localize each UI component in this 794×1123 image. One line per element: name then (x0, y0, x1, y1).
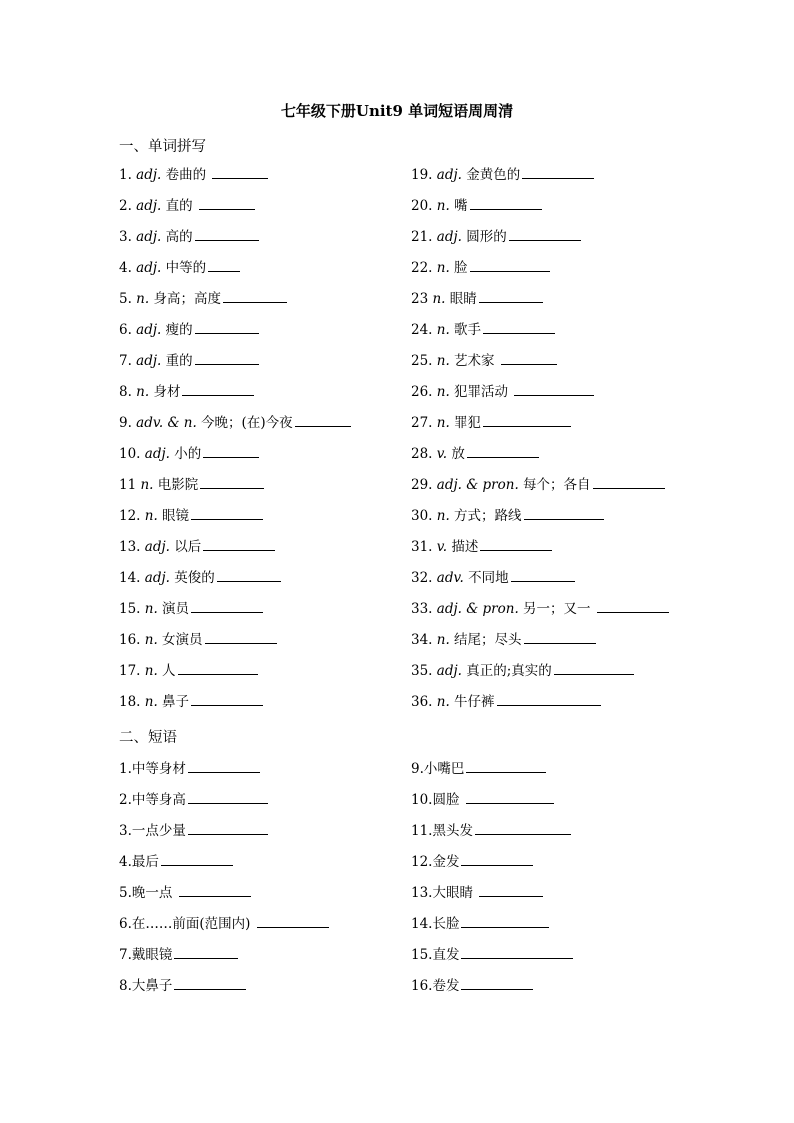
answer-blank[interactable] (195, 320, 259, 334)
part-of-speech: adj. (136, 353, 162, 369)
chinese-meaning: 另一；又一 (518, 601, 595, 617)
vocab-item (119, 413, 411, 444)
answer-blank[interactable] (524, 630, 596, 644)
phrase-item (411, 914, 711, 945)
phrase-item (411, 976, 711, 1007)
chinese-meaning: 演员 (157, 601, 190, 617)
phrase-item (119, 821, 411, 852)
vocab-item (119, 475, 411, 506)
answer-blank[interactable] (200, 475, 264, 489)
item-number: 14. (119, 570, 145, 586)
item-number: 12. (119, 508, 145, 524)
vocab-item (411, 165, 711, 196)
answer-blank[interactable] (205, 630, 277, 644)
answer-blank[interactable] (511, 568, 575, 582)
item-number: 11 (119, 477, 141, 493)
chinese-meaning: 艺术家 (449, 353, 499, 369)
part-of-speech: adv. (436, 570, 464, 586)
answer-blank[interactable] (501, 351, 557, 365)
answer-blank[interactable] (461, 914, 549, 928)
part-of-speech: adj. (144, 539, 170, 555)
answer-blank[interactable] (195, 227, 259, 241)
page-title: 七年级下册Unit9 单词短语周周清 (280, 102, 514, 120)
item-number: 32. (411, 570, 437, 586)
part-of-speech: n. (136, 384, 150, 400)
answer-blank[interactable] (212, 165, 268, 179)
answer-blank[interactable] (593, 475, 665, 489)
part-of-speech: adj. (436, 167, 462, 183)
answer-blank[interactable] (483, 320, 555, 334)
answer-blank[interactable] (475, 821, 571, 835)
part-of-speech: adj. (136, 260, 162, 276)
answer-blank[interactable] (188, 759, 260, 773)
vocab-item (411, 568, 711, 599)
item-number: 35. (411, 663, 437, 679)
part-of-speech: n. (144, 663, 158, 679)
phrase-text: 14.长脸 (411, 916, 460, 932)
answer-blank[interactable] (179, 883, 251, 897)
answer-blank[interactable] (522, 165, 594, 179)
phrase-item (119, 914, 411, 945)
vocab-item (411, 413, 711, 444)
chinese-meaning: 以后 (169, 539, 202, 555)
vocab-item (119, 444, 411, 475)
vocab-item (119, 351, 411, 382)
vocab-item (411, 227, 711, 258)
chinese-meaning: 电影院 (153, 477, 199, 493)
part-of-speech: n. (436, 322, 450, 338)
chinese-meaning: 真正的;真实的 (461, 663, 552, 679)
section-heading-phrases: 二、短语 (119, 730, 177, 746)
vocab-item (119, 599, 411, 630)
chinese-meaning: 每个；各自 (518, 477, 591, 493)
part-of-speech: n. (436, 353, 450, 369)
answer-blank[interactable] (191, 692, 263, 706)
phrase-item (411, 790, 711, 821)
vocab-item (411, 351, 711, 382)
item-number: 13. (119, 539, 145, 555)
answer-blank[interactable] (479, 883, 543, 897)
item-number: 5. (119, 291, 137, 307)
phrase-text: 15.直发 (411, 947, 460, 963)
part-of-speech: n. (436, 694, 450, 710)
vocab-item (411, 196, 711, 227)
part-of-speech: adj. (136, 198, 162, 214)
chinese-meaning: 罪犯 (449, 415, 482, 431)
chinese-meaning: 歌手 (449, 322, 482, 338)
vocab-item (411, 661, 711, 692)
item-number: 33. (411, 601, 437, 617)
chinese-meaning: 圆形的 (461, 229, 507, 245)
item-number: 26. (411, 384, 437, 400)
part-of-speech: adj. (144, 446, 170, 462)
item-number: 8. (119, 384, 137, 400)
answer-blank[interactable] (470, 258, 550, 272)
part-of-speech: adj. (136, 229, 162, 245)
vocab-item (411, 382, 711, 413)
vocab-item (119, 630, 411, 661)
item-number: 23 (411, 291, 433, 307)
item-number: 9. (119, 415, 137, 431)
chinese-meaning: 身材 (149, 384, 181, 400)
vocab-item (411, 692, 711, 723)
chinese-meaning: 金黄色的 (461, 167, 521, 183)
phrase-grid (119, 759, 719, 1007)
chinese-meaning: 嘴 (449, 198, 468, 214)
phrase-item (119, 945, 411, 976)
item-number: 18. (119, 694, 145, 710)
answer-blank[interactable] (208, 258, 240, 272)
vocab-item (119, 258, 411, 289)
vocab-item (411, 444, 711, 475)
answer-blank[interactable] (223, 289, 287, 303)
part-of-speech: n. (144, 508, 158, 524)
chinese-meaning: 中等的 (161, 260, 207, 276)
part-of-speech: adj. (144, 570, 170, 586)
answer-blank[interactable] (467, 444, 539, 458)
phrase-item (411, 945, 711, 976)
part-of-speech: n. (144, 694, 158, 710)
phrase-item (119, 759, 411, 790)
chinese-meaning: 瘦的 (161, 322, 193, 338)
phrase-item (411, 883, 711, 914)
part-of-speech: adj. (436, 663, 462, 679)
phrase-item (411, 821, 711, 852)
item-number: 10. (119, 446, 145, 462)
chinese-meaning: 结尾；尽头 (449, 632, 522, 648)
phrase-text: 13.大眼睛 (411, 885, 478, 901)
section-heading-words: 一、单词拼写 (119, 139, 206, 155)
item-number: 31. (411, 539, 437, 555)
part-of-speech: v. (436, 446, 448, 462)
chinese-meaning: 身高；高度 (149, 291, 221, 307)
vocab-item (119, 320, 411, 351)
vocab-item (119, 692, 411, 723)
vocab-item (411, 289, 711, 320)
phrase-text: 8.大鼻子 (119, 978, 173, 994)
item-number: 30. (411, 508, 437, 524)
answer-blank[interactable] (199, 196, 255, 210)
phrase-text: 6.在……前面(范围内) (119, 916, 255, 932)
answer-blank[interactable] (483, 413, 571, 427)
chinese-meaning: 方式；路线 (449, 508, 522, 524)
chinese-meaning: 眼镜 (157, 508, 190, 524)
answer-blank[interactable] (182, 382, 254, 396)
answer-blank[interactable] (191, 506, 263, 520)
answer-blank[interactable] (188, 821, 268, 835)
vocab-item (119, 661, 411, 692)
chinese-meaning: 小的 (169, 446, 202, 462)
chinese-meaning: 卷曲的 (161, 167, 211, 183)
phrase-text: 12.金发 (411, 854, 460, 870)
vocab-item (411, 537, 711, 568)
item-number: 7. (119, 353, 137, 369)
chinese-meaning: 脸 (449, 260, 468, 276)
part-of-speech: n. (436, 198, 450, 214)
chinese-meaning: 女演员 (157, 632, 203, 648)
answer-blank[interactable] (509, 227, 581, 241)
vocab-item (119, 568, 411, 599)
answer-blank[interactable] (178, 661, 258, 675)
vocab-item (119, 227, 411, 258)
part-of-speech: n. (140, 477, 154, 493)
chinese-meaning: 人 (157, 663, 176, 679)
chinese-meaning: 不同地 (463, 570, 509, 586)
part-of-speech: n. (436, 508, 450, 524)
item-number: 19. (411, 167, 437, 183)
answer-blank[interactable] (174, 976, 246, 990)
item-number: 36. (411, 694, 437, 710)
vocab-item (411, 258, 711, 289)
part-of-speech: adj. (136, 322, 162, 338)
vocab-item (119, 382, 411, 413)
item-number: 29. (411, 477, 437, 493)
chinese-meaning: 牛仔裤 (449, 694, 495, 710)
answer-blank[interactable] (470, 196, 542, 210)
answer-blank[interactable] (497, 692, 601, 706)
answer-blank[interactable] (195, 351, 259, 365)
answer-blank[interactable] (188, 790, 268, 804)
part-of-speech: n. (136, 291, 150, 307)
vocab-item (119, 506, 411, 537)
item-number: 6. (119, 322, 137, 338)
answer-blank[interactable] (480, 537, 552, 551)
chinese-meaning: 直的 (161, 198, 197, 214)
phrase-item (119, 883, 411, 914)
item-number: 21. (411, 229, 437, 245)
vocab-item (411, 506, 711, 537)
chinese-meaning: 描述 (447, 539, 479, 555)
item-number: 28. (411, 446, 437, 462)
answer-blank[interactable] (597, 599, 669, 613)
answer-blank[interactable] (524, 506, 604, 520)
item-number: 25. (411, 353, 437, 369)
phrase-item (119, 790, 411, 821)
answer-blank[interactable] (161, 852, 233, 866)
answer-blank[interactable] (554, 661, 634, 675)
answer-blank[interactable] (461, 852, 533, 866)
phrase-text: 4.最后 (119, 854, 159, 870)
answer-blank[interactable] (514, 382, 594, 396)
part-of-speech: adv. & n. (136, 415, 197, 431)
answer-blank[interactable] (466, 790, 554, 804)
phrase-text: 2.中等身高 (119, 792, 186, 808)
answer-blank[interactable] (217, 568, 281, 582)
answer-blank[interactable] (461, 945, 573, 959)
item-number: 34. (411, 632, 437, 648)
chinese-meaning: 眼睛 (445, 291, 477, 307)
vocab-item (411, 599, 711, 630)
item-number: 15. (119, 601, 145, 617)
phrase-text: 3.一点少量 (119, 823, 186, 839)
chinese-meaning: 今晚；(在)今夜 (196, 415, 293, 431)
item-number: 3. (119, 229, 137, 245)
item-number: 24. (411, 322, 437, 338)
phrase-text: 9.小嘴巴 (411, 761, 465, 777)
item-number: 1. (119, 167, 137, 183)
phrase-text: 7.戴眼镜 (119, 947, 173, 963)
item-number: 2. (119, 198, 137, 214)
answer-blank[interactable] (203, 537, 275, 551)
item-number: 27. (411, 415, 437, 431)
part-of-speech: n. (436, 415, 450, 431)
answer-blank[interactable] (295, 413, 351, 427)
part-of-speech: adj. & pron. (436, 477, 519, 493)
part-of-speech: adj. (136, 167, 162, 183)
item-number: 16. (119, 632, 145, 648)
answer-blank[interactable] (479, 289, 543, 303)
vocab-item (119, 289, 411, 320)
answer-blank[interactable] (203, 444, 259, 458)
vocab-item (119, 196, 411, 227)
answer-blank[interactable] (191, 599, 263, 613)
phrase-text: 10.圆脸 (411, 792, 464, 808)
part-of-speech: n. (436, 632, 450, 648)
phrase-item (119, 976, 411, 1007)
item-number: 4. (119, 260, 137, 276)
part-of-speech: n. (436, 260, 450, 276)
chinese-meaning: 英俊的 (169, 570, 215, 586)
chinese-meaning: 放 (447, 446, 465, 462)
phrase-text: 11.黑头发 (411, 823, 473, 839)
phrase-text: 5.晚一点 (119, 885, 177, 901)
part-of-speech: n. (144, 632, 158, 648)
answer-blank[interactable] (257, 914, 329, 928)
part-of-speech: n. (436, 384, 450, 400)
part-of-speech: n. (144, 601, 158, 617)
phrase-item (119, 852, 411, 883)
part-of-speech: adj. (436, 229, 462, 245)
item-number: 17. (119, 663, 145, 679)
vocab-item (411, 475, 711, 506)
phrase-item (411, 852, 711, 883)
vocab-item (119, 165, 411, 196)
chinese-meaning: 鼻子 (157, 694, 190, 710)
item-number: 20. (411, 198, 437, 214)
answer-blank[interactable] (174, 945, 238, 959)
part-of-speech: n. (432, 291, 446, 307)
chinese-meaning: 犯罪活动 (449, 384, 513, 400)
answer-blank[interactable] (466, 759, 546, 773)
part-of-speech: v. (436, 539, 448, 555)
vocab-item (411, 630, 711, 661)
phrase-text: 16.卷发 (411, 978, 460, 994)
chinese-meaning: 高的 (161, 229, 193, 245)
answer-blank[interactable] (461, 976, 533, 990)
vocab-item (119, 537, 411, 568)
item-number: 22. (411, 260, 437, 276)
phrase-text: 1.中等身材 (119, 761, 186, 777)
vocab-item (411, 320, 711, 351)
phrase-item (411, 759, 711, 790)
chinese-meaning: 重的 (161, 353, 193, 369)
word-spelling-grid (119, 165, 719, 723)
part-of-speech: adj. & pron. (436, 601, 519, 617)
